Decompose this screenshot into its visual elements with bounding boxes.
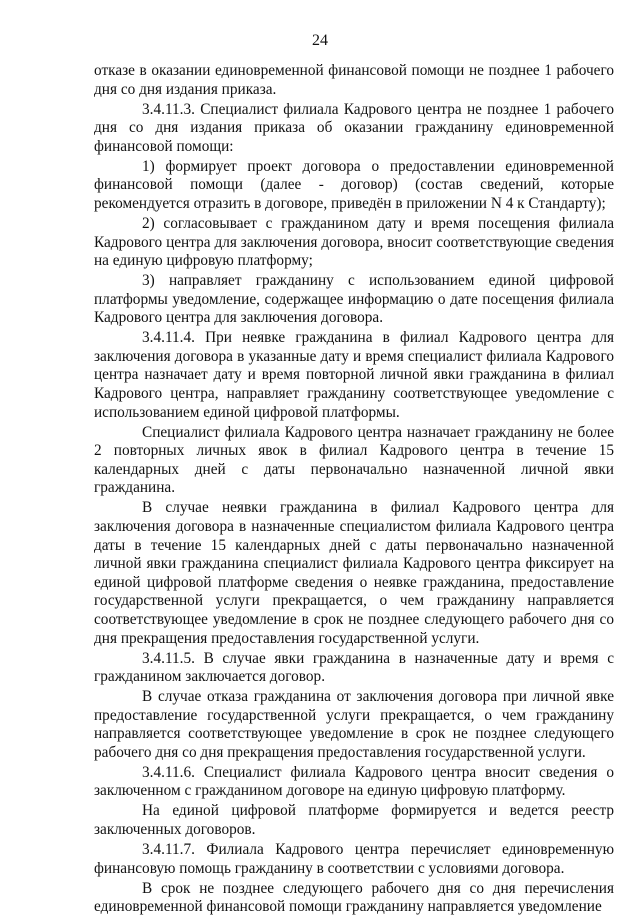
paragraph-3-4-11-4: 3.4.11.4. При неявке гражданина в филиал Кадрового центра для заключения договора в указанные дату и время специалист филиала Кадрового центра назначает дату и время повторной личной явки гражданина в филиал Кадрового центра, направляет гражданину соответствующее уведомление с использованием единой цифровой платформы. <box>94 329 614 421</box>
paragraph-3-4-11-3: 3.4.11.3. Специалист филиала Кадрового центра не позднее 1 рабочего дня со дня издания приказа об оказании гражданину единовременной финансовой помощи: <box>94 100 614 155</box>
paragraph-3-4-11-6: 3.4.11.6. Специалист филиала Кадрового центра вносит сведения о заключенном с гражданином договоре на единую цифровую платформу. <box>94 763 614 800</box>
paragraph-3-4-11-5: 3.4.11.5. В случае явки гражданина в назначенные дату и время с гражданином заключается договор. <box>94 649 614 686</box>
paragraph-refusal: В случае отказа гражданина от заключения договора при личной явке предоставление государственной услуги прекращается, о чем гражданину направляется соответствующее уведомление в срок не позднее следующего рабочего дня со дня прекращения предоставления государственной услуги. <box>94 688 614 761</box>
paragraph-notification: В срок не позднее следующего рабочего дня со дня перечисления единовременной финансовой помощи гражданину направляется уведомление <box>94 879 614 916</box>
page-number: 24 <box>312 32 328 49</box>
paragraph-registry: На единой цифровой платформе формируется и ведется реестр заключенных договоров. <box>94 802 614 839</box>
paragraph-3-4-11-7: 3.4.11.7. Филиала Кадрового центра перечисляет единовременную финансовую помощь гражданину в соответствии с условиями договора. <box>94 841 614 877</box>
list-item-1: 1) формирует проект договора о предоставлении единовременной финансовой помощи (далее - договор) (состав сведений, которые рекомендуется отразить в договоре, приведён в приложении N 4 к Стандарту); <box>94 157 614 212</box>
paragraph-non-appearance: В случае неявки гражданина в филиал Кадрового центра для заключения договора в назначенные специалистом филиала Кадрового центра даты в течение 15 календарных дней с даты первоначально назначенной личной явки гражданина специалист филиала Кадрового центра фиксирует на единой цифровой платформе сведения о неявке гражданина, предоставление государственной услуги прекращается, о чем гражданину направляется соответствующее уведомление в срок не позднее следующего рабочего дня со дня прекращения предоставления государственной услуги. <box>94 499 614 647</box>
list-item-2: 2) согласовывает с гражданином дату и время посещения филиала Кадрового центра для заключения договора, вносит соответствующие сведения на единую цифровую платформу; <box>94 214 614 270</box>
document-body <box>94 62 614 918</box>
list-item-3: 3) направляет гражданину с использованием единой цифровой платформы уведомление, содержащее информацию о дате посещения филиала Кадрового центра для заключения договора. <box>94 272 614 327</box>
paragraph-repeat-visits: Специалист филиала Кадрового центра назначает гражданину не более 2 повторных личных явок в филиал Кадрового центра в течение 15 календарных дней с даты первоначально назначенной личной явки гражданина. <box>94 423 614 497</box>
paragraph-continuation: отказе в оказании единовременной финансовой помощи не позднее 1 рабочего дня со дня издания приказа. <box>94 62 614 98</box>
